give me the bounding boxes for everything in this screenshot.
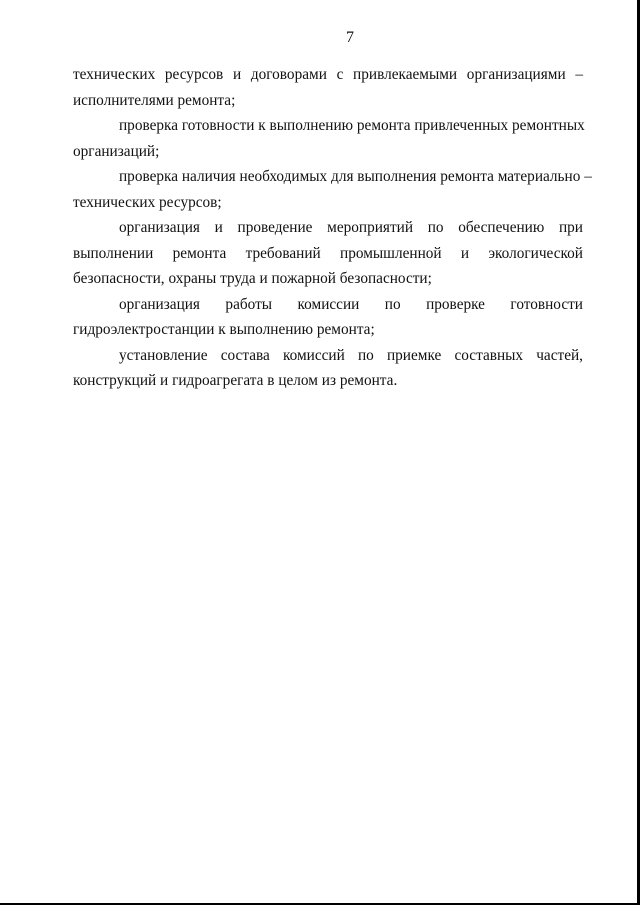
text-line: технических ресурсов; (73, 193, 222, 211)
text-line: организация работы комиссии по проверке готовности (119, 295, 583, 313)
text-line: конструкций и гидроагрегата в целом из ремонта. (73, 372, 398, 389)
text-line: организация и проведение мероприятий по обеспечению при (119, 219, 583, 236)
text-line: проверка готовности к выполнению ремонта привлеченных ремонтных (119, 117, 585, 134)
page-number: 7 (346, 29, 354, 46)
text-line: установление состава комиссий по приемке составных частей, (119, 346, 583, 364)
text-line: гидроэлектростанции к выполнению ремонта; (73, 321, 375, 338)
text-line: организаций; (73, 142, 160, 160)
paragraph (73, 164, 592, 215)
paragraph (73, 113, 583, 164)
text-line: исполнителями ремонта; (73, 91, 236, 109)
document-body (73, 62, 592, 394)
text-line: безопасности, охраны труда и пожарной безопасности; (73, 270, 432, 287)
paragraph (73, 215, 583, 292)
text-line: выполнении ремонта требований промышленной и экологической (73, 244, 583, 262)
paragraph (73, 343, 583, 394)
paragraph (73, 292, 583, 343)
text-line: технических ресурсов и договорами с привлекаемыми организациями – (73, 66, 583, 83)
text-line: проверка наличия необходимых для выполнения ремонта материально – (119, 168, 592, 185)
paragraph (73, 62, 583, 113)
